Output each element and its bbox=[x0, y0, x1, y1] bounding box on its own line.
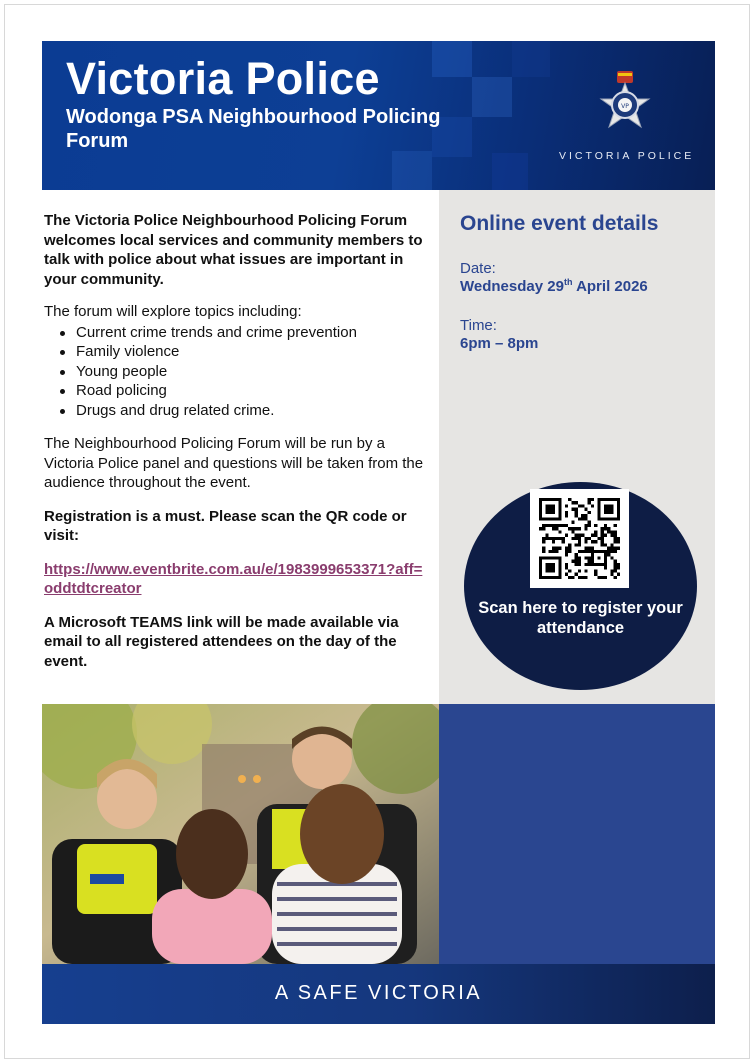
time-value: 6pm – 8pm bbox=[460, 335, 539, 352]
topics-lead: The forum will explore topics including: bbox=[44, 303, 302, 320]
registration-link[interactable]: https://www.eventbrite.com.au/e/1983999653371?aff=oddtdtcreator bbox=[44, 560, 423, 597]
topics-list bbox=[57, 323, 430, 421]
footer-tagline: A SAFE VICTORIA bbox=[274, 982, 483, 1004]
header-brand: VICTORIA POLICE bbox=[559, 150, 695, 162]
community-police-photo bbox=[42, 704, 439, 964]
time-label: Time: bbox=[460, 317, 497, 334]
date-label: Date: bbox=[460, 260, 496, 277]
event-details-sidebar bbox=[439, 190, 715, 704]
header-banner bbox=[42, 41, 715, 190]
page-subtitle: Wodonga PSA Neighbourhood Policing Forum bbox=[66, 106, 441, 152]
blue-panel bbox=[439, 704, 715, 964]
list-item: Road policing bbox=[57, 381, 430, 401]
svg-text:VP: VP bbox=[621, 103, 629, 110]
qr-code[interactable] bbox=[530, 489, 629, 588]
teams-note: A Microsoft TEAMS link will be made available via email to all registered attendees on the day of the event. bbox=[44, 613, 399, 670]
page-title: Victoria Police bbox=[66, 53, 380, 104]
list-item: Drugs and drug related crime. bbox=[57, 401, 430, 421]
list-item: Young people bbox=[57, 362, 430, 382]
footer-banner bbox=[42, 964, 715, 1024]
qr-caption: Scan here to register your attendance bbox=[478, 599, 683, 637]
date-value: Wednesday 29th April 2026 bbox=[460, 277, 648, 295]
intro-text: The Victoria Police Neighbourhood Policing Forum welcomes local services and community members to talk with police about what issues are important in your community. bbox=[44, 212, 423, 288]
list-item: Family violence bbox=[57, 342, 430, 362]
qr-code-icon bbox=[539, 498, 620, 579]
qr-circle bbox=[464, 482, 697, 690]
registration-text: Registration is a must. Please scan the QR code or visit: bbox=[44, 507, 407, 544]
victoria-police-star-badge-icon bbox=[595, 71, 655, 141]
event-details-heading: Online event details bbox=[460, 212, 659, 235]
list-item: Current crime trends and crime prevention bbox=[57, 323, 430, 343]
main-content bbox=[44, 211, 430, 671]
panel-text: The Neighbourhood Policing Forum will be run by a Victoria Police panel and questions will be taken from the audience throughout the event. bbox=[44, 435, 424, 491]
